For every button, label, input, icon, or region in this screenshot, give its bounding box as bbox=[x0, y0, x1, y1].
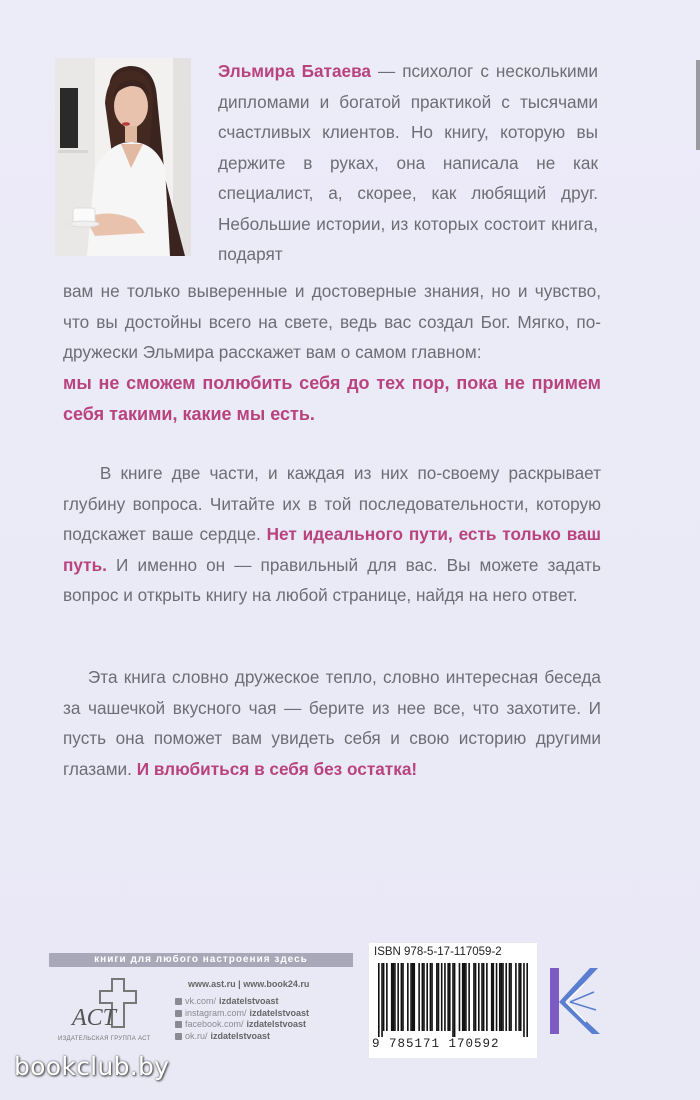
barcode-bar bbox=[523, 963, 525, 1037]
barcode-bar bbox=[441, 963, 443, 1031]
paragraph-two-highlight: Нет идеального пути, есть только ваш путь. bbox=[63, 524, 601, 575]
barcode-bar bbox=[493, 963, 495, 1031]
barcode-bar bbox=[452, 963, 454, 1037]
barcode-bar bbox=[383, 963, 385, 1031]
barcode-bar bbox=[381, 963, 383, 1037]
barcode-bar bbox=[496, 963, 498, 1031]
barcode-bar bbox=[444, 963, 446, 1031]
barcode-bar bbox=[410, 963, 412, 1031]
instagram-icon bbox=[175, 1010, 182, 1017]
author-bio-intro-text: — психолог с несколькими дипломами и богатой практикой с тысячами счастливых клиентов. Но книгу, которую вы держите в руках, она написала не как специалист, а, скорее, как любящий друг. Небольшие истории, из которых состоит книга, подарят bbox=[218, 61, 598, 264]
ast-logo bbox=[68, 975, 156, 1033]
barcode-bar bbox=[426, 963, 428, 1031]
barcode-digits: 9 785171 170592 bbox=[372, 1037, 500, 1051]
author-bio-continued-text: вам не только выверенные и достоверные знания, но и чувство, что вы достойны всего на свете, ведь вас создал Бог. Мягко, по-дружески Эльмира расскажет вам о самом главном: bbox=[63, 281, 601, 362]
social-link-vk[interactable] bbox=[175, 996, 309, 1008]
social-link-handle: izdatelstvoast bbox=[249, 1007, 310, 1018]
barcode-bar bbox=[463, 963, 465, 1031]
barcode-bar bbox=[418, 963, 420, 1031]
page-edge-marker bbox=[696, 60, 700, 150]
paragraph-three-highlight: И влюбиться в себя без остатка! bbox=[136, 758, 418, 779]
barcode-bar bbox=[401, 963, 403, 1031]
barcode-bar bbox=[386, 963, 388, 1031]
publisher-tagline: книги для любого настроения здесь bbox=[49, 953, 353, 967]
barcode-bar bbox=[475, 963, 477, 1031]
social-link-handle: izdatelstvoast bbox=[219, 996, 279, 1006]
barcode-bar bbox=[499, 963, 501, 1031]
barcode-bar bbox=[436, 963, 438, 1031]
barcode-bar bbox=[486, 963, 488, 1031]
barcode bbox=[378, 963, 528, 1037]
barcode-bar bbox=[473, 963, 475, 1031]
barcode-bar bbox=[422, 963, 424, 1031]
author-bio-highlight: мы не сможем полюбить себя до тех пор, пока не примем себя такими, какие мы есть. bbox=[63, 373, 601, 424]
barcode-bar bbox=[462, 963, 464, 1031]
barcode-bar bbox=[438, 963, 440, 1031]
barcode-bar bbox=[518, 963, 520, 1031]
social-link-prefix: instagram.com/ bbox=[185, 1007, 247, 1018]
barcode-bar bbox=[423, 963, 425, 1031]
publisher-web-links[interactable]: www.ast.ru | www.book24.ru bbox=[188, 979, 310, 989]
barcode-bar bbox=[483, 963, 485, 1031]
barcode-bar bbox=[491, 963, 493, 1031]
paragraph-three bbox=[63, 662, 601, 784]
barcode-bar bbox=[502, 963, 504, 1031]
social-link-prefix: vk.com/ bbox=[185, 996, 217, 1006]
social-link-instagram[interactable] bbox=[175, 1008, 309, 1020]
barcode-bar bbox=[394, 963, 396, 1031]
barcode-bar bbox=[407, 963, 409, 1031]
social-link-prefix: facebook.com/ bbox=[185, 1019, 244, 1029]
paragraph-two-text-b: И именно он — правильный для вас. Вы можете задать вопрос и открыть книгу на любой странице, найдя на него ответ. bbox=[63, 554, 602, 605]
social-link-prefix: ok.ru/ bbox=[185, 1030, 208, 1041]
barcode-bar bbox=[478, 963, 480, 1031]
facebook-icon bbox=[175, 1021, 182, 1028]
paragraph-two bbox=[63, 458, 601, 611]
barcode-bar bbox=[378, 963, 380, 1037]
barcode-bar bbox=[526, 963, 528, 1037]
barcode-bar bbox=[413, 963, 415, 1031]
barcode-bar bbox=[510, 963, 512, 1031]
social-link-handle: izdatelstvoast bbox=[210, 1030, 271, 1041]
vk-icon bbox=[175, 998, 182, 1005]
ok-icon bbox=[175, 1033, 182, 1040]
author-photo bbox=[55, 58, 191, 256]
author-name: Эльмира Батаева bbox=[218, 61, 371, 81]
social-link-ok[interactable] bbox=[175, 1031, 309, 1043]
author-bio-continued bbox=[63, 276, 601, 368]
barcode-bar bbox=[454, 963, 456, 1037]
barcode-bar bbox=[509, 963, 511, 1031]
author-bio-intro bbox=[218, 56, 598, 270]
social-link-facebook[interactable] bbox=[175, 1019, 309, 1031]
logo-text: ACT bbox=[72, 1005, 117, 1031]
paragraph-two-text-a: В книге две части, и каждая из них по-своему раскрывает глубину вопроса. Читайте их в той последовательности, которую подскажет ваше сердце. bbox=[63, 463, 601, 544]
barcode-bar bbox=[505, 963, 507, 1031]
barcode-bar bbox=[430, 963, 432, 1031]
barcode-bar bbox=[449, 963, 451, 1031]
barcode-bar bbox=[431, 963, 433, 1031]
barcode-bar bbox=[447, 963, 449, 1031]
barcode-bar bbox=[402, 963, 404, 1031]
paragraph-three-text-a: Эта книга словно дружеское тепло, словно интересная беседа за чашечкой вкусного чая — берите из нее все, что захотите. И пусть она поможет вам увидеть себя и свою историю другими глазами. bbox=[63, 667, 601, 779]
barcode-bar bbox=[412, 963, 414, 1031]
barcode-bar bbox=[515, 963, 517, 1031]
barcode-bar bbox=[465, 963, 467, 1031]
barcode-bar bbox=[393, 963, 395, 1031]
isbn-number: ISBN 978-5-17-117059-2 bbox=[374, 946, 502, 958]
barcode-bar bbox=[501, 963, 503, 1031]
barcode-bar bbox=[468, 963, 470, 1031]
social-links bbox=[175, 996, 309, 1042]
barcode-bar bbox=[391, 963, 393, 1031]
site-watermark: bookclub.by bbox=[14, 1052, 170, 1081]
barcode-bar bbox=[397, 963, 399, 1031]
barcode-bar bbox=[520, 963, 522, 1031]
social-link-handle: izdatelstvoast bbox=[246, 1019, 307, 1029]
publisher-k-logo bbox=[544, 962, 604, 1040]
barcode-bar bbox=[459, 963, 461, 1031]
barcode-bar bbox=[481, 963, 483, 1031]
publisher-label: ИЗДАТЕЛЬСКАЯ ГРУППА АСТ bbox=[58, 1036, 151, 1042]
isbn-block bbox=[369, 943, 537, 1058]
